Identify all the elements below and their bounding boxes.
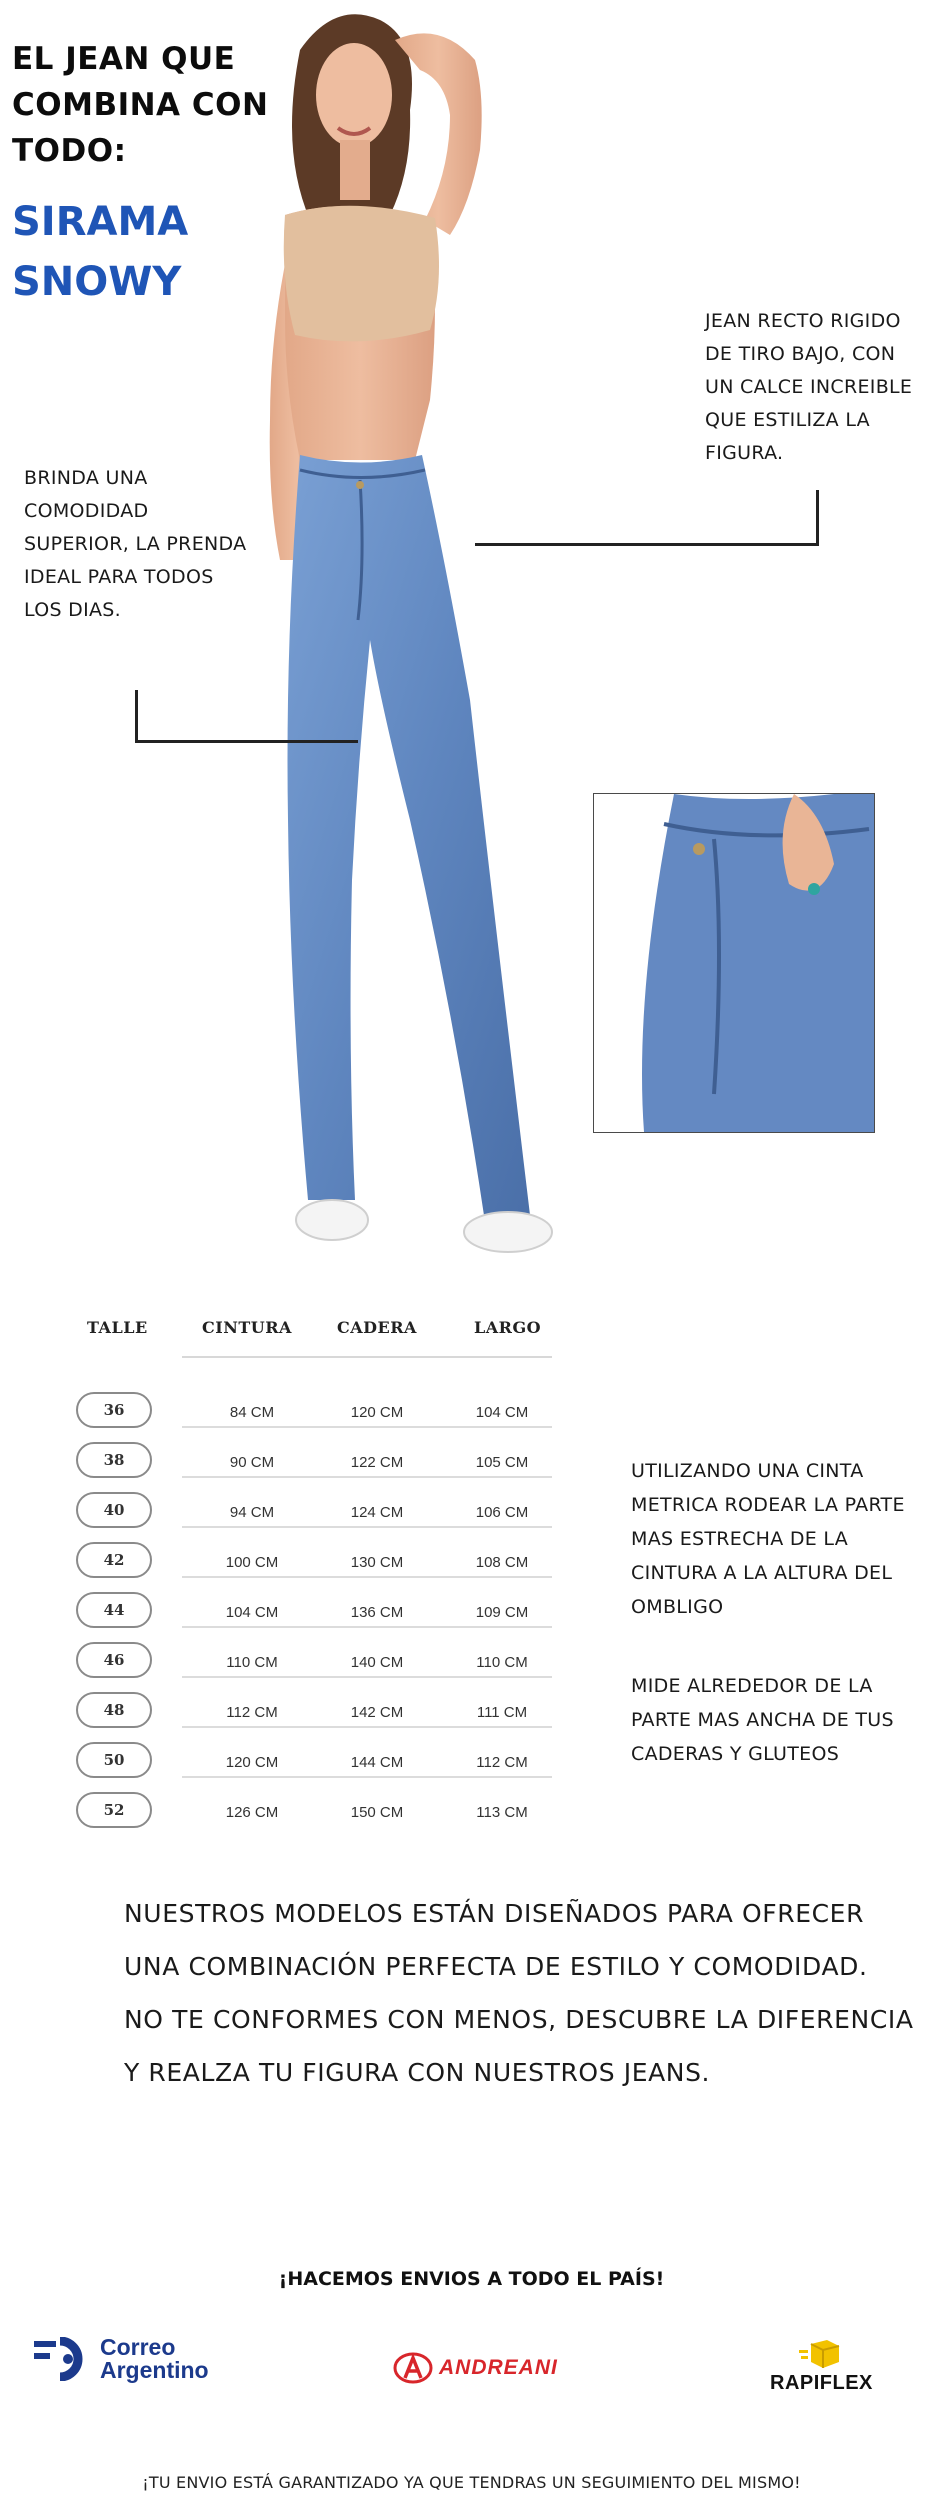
table-row [62, 1592, 562, 1642]
headline-line: COMBINA CON [12, 87, 269, 123]
waist-cell: 90 CM [229, 1454, 275, 1471]
note-line: UTILIZANDO UNA CINTA [631, 1460, 864, 1482]
table-row [62, 1742, 562, 1792]
tagline-line: UNA COMBINACIÓN PERFECTA DE ESTILO Y COMODIDAD. [124, 1952, 868, 1981]
correo-line: Correo [100, 2334, 176, 2360]
size-badge: 52 [76, 1792, 152, 1828]
note-line: MIDE ALREDEDOR DE LA [631, 1675, 873, 1697]
size-badge: 46 [76, 1642, 152, 1678]
note-line: METRICA RODEAR LA PARTE [631, 1494, 905, 1516]
waist-cell: 104 CM [225, 1604, 279, 1621]
length-header: LARGO [474, 1318, 542, 1337]
row-divider [182, 1626, 552, 1628]
callout-line: QUE ESTILIZA LA [705, 409, 870, 431]
row-divider [182, 1676, 552, 1678]
length-cell: 108 CM [475, 1554, 529, 1571]
size-header: TALLE [87, 1318, 148, 1337]
table-row [62, 1792, 562, 1842]
header-divider [182, 1356, 552, 1358]
size-badge: 48 [76, 1692, 152, 1728]
length-cell: 104 CM [475, 1404, 529, 1421]
hip-cell: 144 CM [350, 1754, 404, 1771]
row-divider [182, 1776, 552, 1778]
size-badge: 38 [76, 1442, 152, 1478]
callout-comfort [24, 462, 274, 627]
length-cell: 105 CM [475, 1454, 529, 1471]
hip-cell: 140 CM [350, 1654, 404, 1671]
hip-cell: 142 CM [350, 1704, 404, 1721]
table-row [62, 1642, 562, 1692]
callout-line: UN CALCE INCREIBLE [705, 376, 913, 398]
note-line: CADERAS Y GLUTEOS [631, 1743, 840, 1765]
face [316, 43, 392, 147]
size-table [62, 1318, 562, 1838]
tagline-line: NO TE CONFORMES CON MENOS, DESCUBRE LA DIFERENCIA [124, 2005, 914, 2034]
andreani-mark-icon [393, 2352, 433, 2384]
waist-header: CINTURA [202, 1318, 292, 1337]
callout-left-leader-vertical [135, 690, 138, 742]
tracking-note: ¡TU ENVIO ESTÁ GARANTIZADO YA QUE TENDRAS UN SEGUIMIENTO DEL MISMO! [142, 2473, 801, 2492]
rapiflex-box-icon [799, 2338, 843, 2370]
callout-line: IDEAL PARA TODOS [24, 566, 214, 588]
hip-cell: 120 CM [350, 1404, 404, 1421]
table-row [62, 1542, 562, 1592]
callout-right-leader-vertical [816, 490, 819, 546]
waist-measure-note [631, 1454, 931, 1624]
hip-cell: 136 CM [350, 1604, 404, 1621]
callout-line: SUPERIOR, LA PRENDA [24, 533, 247, 555]
callout-line: LOS DIAS. [24, 599, 121, 621]
length-cell: 106 CM [475, 1504, 529, 1521]
size-badge: 44 [76, 1592, 152, 1628]
waist-cell: 84 CM [229, 1404, 275, 1421]
andreani-logo [393, 2352, 558, 2384]
row-divider [182, 1576, 552, 1578]
callout-line: JEAN RECTO RIGIDO [705, 310, 901, 332]
length-cell: 112 CM [476, 1754, 528, 1771]
row-divider [182, 1426, 552, 1428]
hip-cell: 150 CM [350, 1804, 404, 1821]
correo-mark-icon [34, 2337, 92, 2381]
waist-cell: 110 CM [226, 1654, 278, 1671]
jeans [288, 455, 531, 1222]
row-divider [182, 1726, 552, 1728]
callout-line: BRINDA UNA [24, 467, 148, 489]
waist-cell: 126 CM [225, 1804, 279, 1821]
note-line: CINTURA A LA ALTURA DEL [631, 1562, 893, 1584]
callout-line: COMODIDAD [24, 500, 149, 522]
length-cell: 113 CM [476, 1804, 528, 1821]
tagline-line: NUESTROS MODELOS ESTÁN DISEÑADOS PARA OFRECER [124, 1899, 865, 1928]
product-name-line: SIRAMA [12, 199, 189, 245]
tagline [124, 1887, 924, 2099]
headline-line: TODO: [12, 133, 127, 169]
note-line: MAS ESTRECHA DE LA [631, 1528, 849, 1550]
callout-line: DE TIRO BAJO, CON [705, 343, 896, 365]
rapiflex-logo [770, 2338, 873, 2395]
callout-straight-fit [705, 305, 943, 470]
table-row [62, 1692, 562, 1742]
size-badge: 50 [76, 1742, 152, 1778]
table-row [62, 1392, 562, 1442]
detail-photo [593, 793, 875, 1133]
hip-cell: 124 CM [350, 1504, 404, 1521]
crop-top [284, 206, 439, 342]
correo-line: Argentino [100, 2357, 209, 2383]
callout-right-leader-horizontal [475, 543, 819, 546]
table-row [62, 1492, 562, 1542]
waist-cell: 112 CM [226, 1704, 278, 1721]
row-divider [182, 1526, 552, 1528]
hip-cell: 122 CM [350, 1454, 404, 1471]
callout-left-leader-horizontal [135, 740, 358, 743]
note-line: PARTE MAS ANCHA DE TUS [631, 1709, 894, 1731]
waist-cell: 120 CM [225, 1754, 279, 1771]
length-cell: 110 CM [476, 1654, 528, 1671]
waist-cell: 94 CM [229, 1504, 275, 1521]
waist-cell: 100 CM [225, 1554, 279, 1571]
headline-line: EL JEAN QUE [12, 41, 236, 77]
correo-argentino-logo [34, 2336, 209, 2382]
table-row [62, 1442, 562, 1492]
size-badge: 42 [76, 1542, 152, 1578]
correo-wordmark [100, 2336, 209, 2382]
length-cell: 111 CM [476, 1704, 528, 1721]
hip-cell: 130 CM [350, 1554, 404, 1571]
andreani-wordmark: ANDREANI [439, 2356, 558, 2379]
tagline-line: Y REALZA TU FIGURA CON NUESTROS JEANS. [124, 2058, 711, 2087]
hip-header: CADERA [337, 1318, 417, 1337]
note-line: OMBLIGO [631, 1596, 724, 1618]
hip-measure-note [631, 1669, 931, 1771]
size-badge: 36 [76, 1392, 152, 1428]
row-divider [182, 1476, 552, 1478]
callout-line: FIGURA. [705, 442, 784, 464]
size-badge: 40 [76, 1492, 152, 1528]
product-name-line: SNOWY [12, 259, 182, 305]
rapiflex-wordmark: RAPIFLEX [770, 2372, 873, 2394]
length-cell: 109 CM [475, 1604, 529, 1621]
shipping-title: ¡HACEMOS ENVIOS A TODO EL PAÍS! [278, 2268, 665, 2290]
